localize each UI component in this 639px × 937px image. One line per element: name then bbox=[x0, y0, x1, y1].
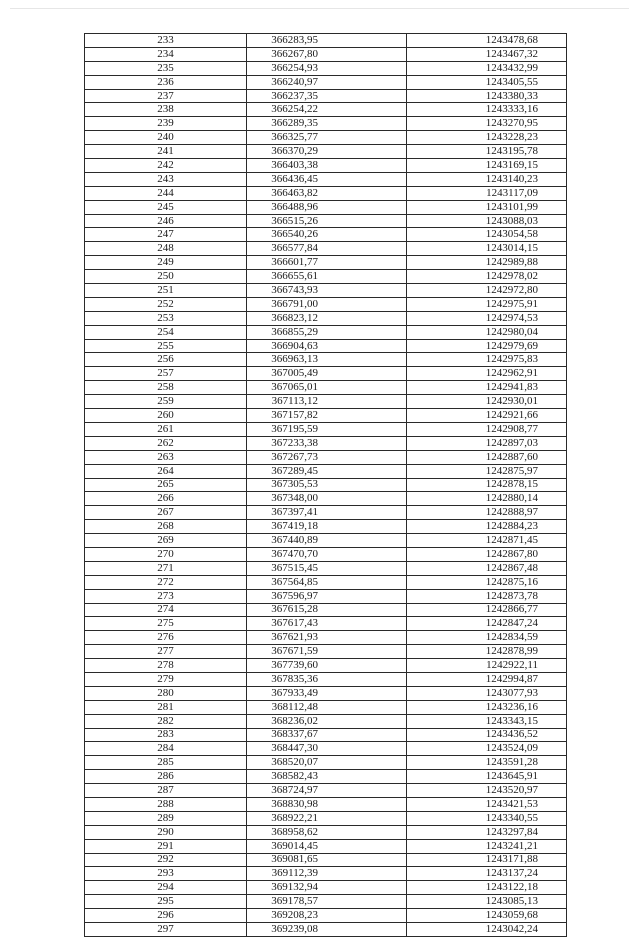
point-number-cell: 289 bbox=[85, 811, 247, 825]
y-coordinate-cell: 1243241,21 bbox=[407, 839, 567, 853]
x-coordinate-cell: 367305,53 bbox=[247, 478, 407, 492]
table-row bbox=[85, 381, 567, 395]
x-coordinate-cell: 367005,49 bbox=[247, 367, 407, 381]
point-number-cell: 233 bbox=[85, 34, 247, 48]
point-number-cell: 297 bbox=[85, 923, 247, 937]
point-number-cell: 266 bbox=[85, 492, 247, 506]
x-coordinate-cell: 366403,38 bbox=[247, 159, 407, 173]
point-number-cell: 269 bbox=[85, 534, 247, 548]
x-coordinate-cell: 368236,02 bbox=[247, 714, 407, 728]
top-rule bbox=[10, 8, 629, 9]
y-coordinate-cell: 1243077,93 bbox=[407, 686, 567, 700]
point-number-cell: 292 bbox=[85, 853, 247, 867]
x-coordinate-cell: 367564,85 bbox=[247, 575, 407, 589]
x-coordinate-cell: 366577,84 bbox=[247, 242, 407, 256]
table-row bbox=[85, 478, 567, 492]
y-coordinate-cell: 1242974,53 bbox=[407, 311, 567, 325]
table-row bbox=[85, 631, 567, 645]
x-coordinate-cell: 368582,43 bbox=[247, 770, 407, 784]
table-row bbox=[85, 547, 567, 561]
table-row bbox=[85, 256, 567, 270]
x-coordinate-cell: 366601,77 bbox=[247, 256, 407, 270]
table-row bbox=[85, 492, 567, 506]
y-coordinate-cell: 1243478,68 bbox=[407, 34, 567, 48]
x-coordinate-cell: 367596,97 bbox=[247, 589, 407, 603]
point-number-cell: 268 bbox=[85, 520, 247, 534]
point-number-cell: 273 bbox=[85, 589, 247, 603]
y-coordinate-cell: 1243085,13 bbox=[407, 895, 567, 909]
x-coordinate-cell: 367933,49 bbox=[247, 686, 407, 700]
table-row bbox=[85, 645, 567, 659]
y-coordinate-cell: 1242972,80 bbox=[407, 284, 567, 298]
y-coordinate-cell: 1243380,33 bbox=[407, 89, 567, 103]
x-coordinate-cell: 366267,80 bbox=[247, 47, 407, 61]
point-number-cell: 275 bbox=[85, 617, 247, 631]
table-row bbox=[85, 811, 567, 825]
y-coordinate-cell: 1243171,88 bbox=[407, 853, 567, 867]
x-coordinate-cell: 366370,29 bbox=[247, 145, 407, 159]
table-row bbox=[85, 895, 567, 909]
point-number-cell: 283 bbox=[85, 728, 247, 742]
y-coordinate-cell: 1242922,11 bbox=[407, 659, 567, 673]
x-coordinate-cell: 367739,60 bbox=[247, 659, 407, 673]
point-number-cell: 293 bbox=[85, 867, 247, 881]
table-row bbox=[85, 575, 567, 589]
y-coordinate-cell: 1242878,99 bbox=[407, 645, 567, 659]
point-number-cell: 285 bbox=[85, 756, 247, 770]
table-row bbox=[85, 672, 567, 686]
point-number-cell: 235 bbox=[85, 61, 247, 75]
point-number-cell: 245 bbox=[85, 200, 247, 214]
x-coordinate-cell: 366325,77 bbox=[247, 131, 407, 145]
y-coordinate-cell: 1243270,95 bbox=[407, 117, 567, 131]
y-coordinate-cell: 1243467,32 bbox=[407, 47, 567, 61]
point-number-cell: 246 bbox=[85, 214, 247, 228]
point-number-cell: 262 bbox=[85, 436, 247, 450]
table-row bbox=[85, 561, 567, 575]
point-number-cell: 277 bbox=[85, 645, 247, 659]
x-coordinate-cell: 369014,45 bbox=[247, 839, 407, 853]
y-coordinate-cell: 1243405,55 bbox=[407, 75, 567, 89]
point-number-cell: 286 bbox=[85, 770, 247, 784]
x-coordinate-cell: 369178,57 bbox=[247, 895, 407, 909]
x-coordinate-cell: 368724,97 bbox=[247, 784, 407, 798]
point-number-cell: 276 bbox=[85, 631, 247, 645]
y-coordinate-cell: 1242887,60 bbox=[407, 450, 567, 464]
x-coordinate-cell: 368112,48 bbox=[247, 700, 407, 714]
y-coordinate-cell: 1242908,77 bbox=[407, 422, 567, 436]
y-coordinate-cell: 1242834,59 bbox=[407, 631, 567, 645]
point-number-cell: 287 bbox=[85, 784, 247, 798]
x-coordinate-cell: 367157,82 bbox=[247, 409, 407, 423]
table-row bbox=[85, 367, 567, 381]
y-coordinate-cell: 1243645,91 bbox=[407, 770, 567, 784]
y-coordinate-cell: 1242867,48 bbox=[407, 561, 567, 575]
x-coordinate-cell: 367621,93 bbox=[247, 631, 407, 645]
point-number-cell: 271 bbox=[85, 561, 247, 575]
table-row bbox=[85, 47, 567, 61]
y-coordinate-cell: 1243195,78 bbox=[407, 145, 567, 159]
y-coordinate-cell: 1243042,24 bbox=[407, 923, 567, 937]
point-number-cell: 296 bbox=[85, 909, 247, 923]
table-row bbox=[85, 714, 567, 728]
table-row bbox=[85, 270, 567, 284]
table-row bbox=[85, 159, 567, 173]
y-coordinate-cell: 1242878,15 bbox=[407, 478, 567, 492]
x-coordinate-cell: 366283,95 bbox=[247, 34, 407, 48]
x-coordinate-cell: 368922,21 bbox=[247, 811, 407, 825]
table-row bbox=[85, 881, 567, 895]
x-coordinate-cell: 366240,97 bbox=[247, 75, 407, 89]
table-row bbox=[85, 228, 567, 242]
point-number-cell: 244 bbox=[85, 186, 247, 200]
table-row bbox=[85, 422, 567, 436]
point-number-cell: 237 bbox=[85, 89, 247, 103]
x-coordinate-cell: 368958,62 bbox=[247, 825, 407, 839]
y-coordinate-cell: 1242962,91 bbox=[407, 367, 567, 381]
x-coordinate-cell: 366463,82 bbox=[247, 186, 407, 200]
x-coordinate-cell: 367397,41 bbox=[247, 506, 407, 520]
x-coordinate-cell: 366488,96 bbox=[247, 200, 407, 214]
y-coordinate-cell: 1243059,68 bbox=[407, 909, 567, 923]
x-coordinate-cell: 367615,28 bbox=[247, 603, 407, 617]
x-coordinate-cell: 367515,45 bbox=[247, 561, 407, 575]
x-coordinate-cell: 367617,43 bbox=[247, 617, 407, 631]
y-coordinate-cell: 1242975,91 bbox=[407, 297, 567, 311]
coordinates-table-body bbox=[85, 34, 567, 937]
x-coordinate-cell: 366254,93 bbox=[247, 61, 407, 75]
table-row bbox=[85, 75, 567, 89]
y-coordinate-cell: 1242888,97 bbox=[407, 506, 567, 520]
x-coordinate-cell: 366791,00 bbox=[247, 297, 407, 311]
x-coordinate-cell: 366904,63 bbox=[247, 339, 407, 353]
y-coordinate-cell: 1243591,28 bbox=[407, 756, 567, 770]
table-row bbox=[85, 728, 567, 742]
point-number-cell: 240 bbox=[85, 131, 247, 145]
table-row bbox=[85, 200, 567, 214]
point-number-cell: 295 bbox=[85, 895, 247, 909]
x-coordinate-cell: 366823,12 bbox=[247, 311, 407, 325]
y-coordinate-cell: 1243524,09 bbox=[407, 742, 567, 756]
y-coordinate-cell: 1243122,18 bbox=[407, 881, 567, 895]
point-number-cell: 288 bbox=[85, 797, 247, 811]
point-number-cell: 241 bbox=[85, 145, 247, 159]
y-coordinate-cell: 1243333,16 bbox=[407, 103, 567, 117]
x-coordinate-cell: 367289,45 bbox=[247, 464, 407, 478]
y-coordinate-cell: 1243101,99 bbox=[407, 200, 567, 214]
point-number-cell: 249 bbox=[85, 256, 247, 270]
y-coordinate-cell: 1242994,87 bbox=[407, 672, 567, 686]
x-coordinate-cell: 369239,08 bbox=[247, 923, 407, 937]
table-row bbox=[85, 853, 567, 867]
point-number-cell: 248 bbox=[85, 242, 247, 256]
x-coordinate-cell: 368447,30 bbox=[247, 742, 407, 756]
x-coordinate-cell: 367835,36 bbox=[247, 672, 407, 686]
point-number-cell: 250 bbox=[85, 270, 247, 284]
point-number-cell: 290 bbox=[85, 825, 247, 839]
point-number-cell: 280 bbox=[85, 686, 247, 700]
point-number-cell: 236 bbox=[85, 75, 247, 89]
point-number-cell: 255 bbox=[85, 339, 247, 353]
table-row bbox=[85, 61, 567, 75]
x-coordinate-cell: 367195,59 bbox=[247, 422, 407, 436]
table-row bbox=[85, 284, 567, 298]
point-number-cell: 260 bbox=[85, 409, 247, 423]
y-coordinate-cell: 1242880,14 bbox=[407, 492, 567, 506]
y-coordinate-cell: 1243436,52 bbox=[407, 728, 567, 742]
y-coordinate-cell: 1243343,15 bbox=[407, 714, 567, 728]
y-coordinate-cell: 1242941,83 bbox=[407, 381, 567, 395]
point-number-cell: 251 bbox=[85, 284, 247, 298]
table-row bbox=[85, 34, 567, 48]
x-coordinate-cell: 368520,07 bbox=[247, 756, 407, 770]
point-number-cell: 267 bbox=[85, 506, 247, 520]
table-row bbox=[85, 297, 567, 311]
x-coordinate-cell: 367671,59 bbox=[247, 645, 407, 659]
point-number-cell: 252 bbox=[85, 297, 247, 311]
x-coordinate-cell: 367348,00 bbox=[247, 492, 407, 506]
y-coordinate-cell: 1242978,02 bbox=[407, 270, 567, 284]
table-row bbox=[85, 756, 567, 770]
table-row bbox=[85, 214, 567, 228]
table-row bbox=[85, 339, 567, 353]
table-row bbox=[85, 506, 567, 520]
x-coordinate-cell: 366743,93 bbox=[247, 284, 407, 298]
y-coordinate-cell: 1242847,24 bbox=[407, 617, 567, 631]
point-number-cell: 243 bbox=[85, 172, 247, 186]
y-coordinate-cell: 1242979,69 bbox=[407, 339, 567, 353]
x-coordinate-cell: 366254,22 bbox=[247, 103, 407, 117]
point-number-cell: 257 bbox=[85, 367, 247, 381]
table-row bbox=[85, 659, 567, 673]
table-row bbox=[85, 89, 567, 103]
y-coordinate-cell: 1242871,45 bbox=[407, 534, 567, 548]
table-row bbox=[85, 534, 567, 548]
point-number-cell: 284 bbox=[85, 742, 247, 756]
point-number-cell: 254 bbox=[85, 325, 247, 339]
x-coordinate-cell: 367440,89 bbox=[247, 534, 407, 548]
y-coordinate-cell: 1243169,15 bbox=[407, 159, 567, 173]
point-number-cell: 263 bbox=[85, 450, 247, 464]
x-coordinate-cell: 367470,70 bbox=[247, 547, 407, 561]
y-coordinate-cell: 1243297,84 bbox=[407, 825, 567, 839]
point-number-cell: 261 bbox=[85, 422, 247, 436]
point-number-cell: 294 bbox=[85, 881, 247, 895]
point-number-cell: 238 bbox=[85, 103, 247, 117]
x-coordinate-cell: 366855,29 bbox=[247, 325, 407, 339]
y-coordinate-cell: 1242867,80 bbox=[407, 547, 567, 561]
x-coordinate-cell: 367267,73 bbox=[247, 450, 407, 464]
point-number-cell: 272 bbox=[85, 575, 247, 589]
table-row bbox=[85, 603, 567, 617]
point-number-cell: 253 bbox=[85, 311, 247, 325]
y-coordinate-cell: 1242884,23 bbox=[407, 520, 567, 534]
y-coordinate-cell: 1243014,15 bbox=[407, 242, 567, 256]
y-coordinate-cell: 1243117,09 bbox=[407, 186, 567, 200]
table-row bbox=[85, 867, 567, 881]
y-coordinate-cell: 1243228,23 bbox=[407, 131, 567, 145]
y-coordinate-cell: 1242873,78 bbox=[407, 589, 567, 603]
x-coordinate-cell: 366540,26 bbox=[247, 228, 407, 242]
y-coordinate-cell: 1243088,03 bbox=[407, 214, 567, 228]
table-row bbox=[85, 617, 567, 631]
x-coordinate-cell: 366436,45 bbox=[247, 172, 407, 186]
x-coordinate-cell: 369081,65 bbox=[247, 853, 407, 867]
point-number-cell: 258 bbox=[85, 381, 247, 395]
y-coordinate-cell: 1243054,58 bbox=[407, 228, 567, 242]
table-row bbox=[85, 103, 567, 117]
table-row bbox=[85, 325, 567, 339]
coordinates-table bbox=[84, 33, 567, 937]
table-row bbox=[85, 923, 567, 937]
y-coordinate-cell: 1242875,16 bbox=[407, 575, 567, 589]
point-number-cell: 256 bbox=[85, 353, 247, 367]
x-coordinate-cell: 366289,35 bbox=[247, 117, 407, 131]
point-number-cell: 278 bbox=[85, 659, 247, 673]
table-row bbox=[85, 409, 567, 423]
table-row bbox=[85, 742, 567, 756]
table-row bbox=[85, 186, 567, 200]
x-coordinate-cell: 369208,23 bbox=[247, 909, 407, 923]
x-coordinate-cell: 366655,61 bbox=[247, 270, 407, 284]
point-number-cell: 239 bbox=[85, 117, 247, 131]
table-row bbox=[85, 436, 567, 450]
y-coordinate-cell: 1242897,03 bbox=[407, 436, 567, 450]
y-coordinate-cell: 1243340,55 bbox=[407, 811, 567, 825]
point-number-cell: 291 bbox=[85, 839, 247, 853]
table-row bbox=[85, 589, 567, 603]
table-row bbox=[85, 784, 567, 798]
y-coordinate-cell: 1243432,99 bbox=[407, 61, 567, 75]
x-coordinate-cell: 367113,12 bbox=[247, 395, 407, 409]
y-coordinate-cell: 1242980,04 bbox=[407, 325, 567, 339]
y-coordinate-cell: 1242875,97 bbox=[407, 464, 567, 478]
y-coordinate-cell: 1242975,83 bbox=[407, 353, 567, 367]
x-coordinate-cell: 369132,94 bbox=[247, 881, 407, 895]
y-coordinate-cell: 1243421,53 bbox=[407, 797, 567, 811]
point-number-cell: 282 bbox=[85, 714, 247, 728]
x-coordinate-cell: 366237,35 bbox=[247, 89, 407, 103]
point-number-cell: 281 bbox=[85, 700, 247, 714]
x-coordinate-cell: 366963,13 bbox=[247, 353, 407, 367]
table-row bbox=[85, 311, 567, 325]
y-coordinate-cell: 1242989,88 bbox=[407, 256, 567, 270]
point-number-cell: 242 bbox=[85, 159, 247, 173]
point-number-cell: 265 bbox=[85, 478, 247, 492]
table-row bbox=[85, 686, 567, 700]
table-row bbox=[85, 464, 567, 478]
x-coordinate-cell: 368337,67 bbox=[247, 728, 407, 742]
table-row bbox=[85, 353, 567, 367]
point-number-cell: 234 bbox=[85, 47, 247, 61]
table-row bbox=[85, 242, 567, 256]
y-coordinate-cell: 1242921,66 bbox=[407, 409, 567, 423]
x-coordinate-cell: 368830,98 bbox=[247, 797, 407, 811]
y-coordinate-cell: 1243140,23 bbox=[407, 172, 567, 186]
point-number-cell: 274 bbox=[85, 603, 247, 617]
y-coordinate-cell: 1243520,97 bbox=[407, 784, 567, 798]
y-coordinate-cell: 1242930,01 bbox=[407, 395, 567, 409]
y-coordinate-cell: 1242866,77 bbox=[407, 603, 567, 617]
x-coordinate-cell: 369112,39 bbox=[247, 867, 407, 881]
table-row bbox=[85, 700, 567, 714]
table-row bbox=[85, 172, 567, 186]
table-row bbox=[85, 450, 567, 464]
table-row bbox=[85, 117, 567, 131]
y-coordinate-cell: 1243137,24 bbox=[407, 867, 567, 881]
table-row bbox=[85, 825, 567, 839]
x-coordinate-cell: 366515,26 bbox=[247, 214, 407, 228]
table-row bbox=[85, 395, 567, 409]
table-row bbox=[85, 839, 567, 853]
x-coordinate-cell: 367065,01 bbox=[247, 381, 407, 395]
table-row bbox=[85, 797, 567, 811]
point-number-cell: 259 bbox=[85, 395, 247, 409]
x-coordinate-cell: 367233,38 bbox=[247, 436, 407, 450]
x-coordinate-cell: 367419,18 bbox=[247, 520, 407, 534]
table-row bbox=[85, 145, 567, 159]
point-number-cell: 247 bbox=[85, 228, 247, 242]
point-number-cell: 264 bbox=[85, 464, 247, 478]
table-row bbox=[85, 770, 567, 784]
point-number-cell: 279 bbox=[85, 672, 247, 686]
table-row bbox=[85, 131, 567, 145]
table-row bbox=[85, 520, 567, 534]
table-row bbox=[85, 909, 567, 923]
point-number-cell: 270 bbox=[85, 547, 247, 561]
y-coordinate-cell: 1243236,16 bbox=[407, 700, 567, 714]
